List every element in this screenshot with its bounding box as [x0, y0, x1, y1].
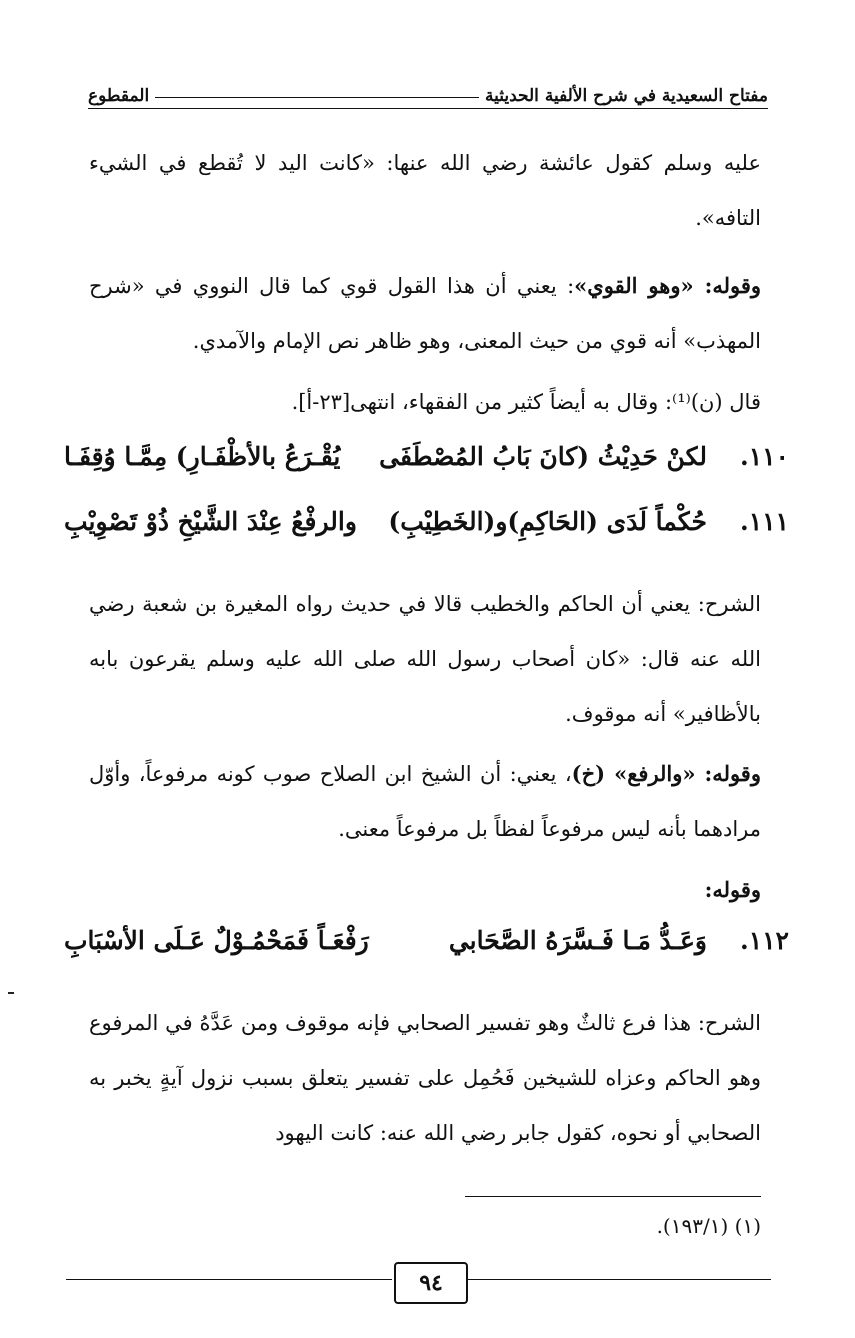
verse-112 — [64, 922, 789, 970]
footer-rule-left — [66, 1279, 392, 1280]
verse-first-hemistich: لكنْ حَدِيْثُ (كانَ بَابُ المُصْطَفَى — [379, 442, 707, 471]
quoted-term: وقوله: «والرفع» (خ) — [571, 761, 761, 786]
paragraph-qawluhu: وقوله: — [704, 877, 761, 902]
verse-second-hemistich: والرفْعُ عِنْدَ الشَّيْخِ ذُوْ تَصْوِيْبِ — [64, 507, 357, 536]
verse-number: ١١١. — [739, 507, 789, 536]
paragraph-text: ، يعني: أن الشيخ ابن الصلاح صوب كونه مرفوعاً، وأوّل مرادهما بأنه ليس مرفوعاً لفظاً بل مرفوعاً معنى. — [89, 762, 761, 841]
paragraph-wal-raf — [89, 746, 761, 857]
page-number: ٩٤ — [394, 1262, 468, 1304]
verse-second-hemistich: رَفْعَـاً فَمَحْمُـوْلٌ عَـلَى الأسْبَابِ — [64, 926, 369, 955]
verse-number: ١١٠. — [739, 442, 789, 471]
header-dash-line — [155, 97, 479, 98]
header-rule — [88, 108, 768, 109]
quoted-term: وقوله: «وهو القوي» — [574, 273, 762, 298]
footer-rule-right — [465, 1279, 771, 1280]
margin-mark — [8, 992, 14, 994]
verse-110 — [64, 438, 789, 486]
paragraph-qala-nun: قال (ن)⁽¹⁾: وقال به أيضاً كثير من الفقهاء، انتهى[٢٣-أ]. — [291, 390, 761, 414]
footnote-rule — [465, 1196, 761, 1197]
chapter-title: المقطوع — [88, 86, 150, 106]
verse-first-hemistich: حُكْماً لَدَى (الحَاكِمِ)و(الخَطِيْبِ) — [388, 507, 707, 536]
paragraph-sharh-hakim: الشرح: يعني أن الحاكم والخطيب قالا في حديث رواه المغيرة بن شعبة رضي الله عنه قال: «كان أصحاب رسول الله صلى الله عليه وسلم يقرعون بابه بالأظافير» أنه موقوف. — [89, 592, 761, 726]
running-header — [88, 72, 768, 106]
verse-second-hemistich: يُقْـرَعُ بالأظْفَـارِ) مِمَّـا وُقِفَـا — [64, 442, 341, 471]
verse-111 — [64, 503, 789, 551]
paragraph-wahuwa-alqawi — [89, 258, 761, 369]
paragraph-text: : يعني أن هذا القول قوي كما قال النووي في «شرح المهذب» أنه قوي من حيث المعنى، وهو ظاهر نص الإمام والآمدي. — [89, 274, 761, 353]
paragraph-aisha-quote: عليه وسلم كقول عائشة رضي الله عنها: «كانت اليد لا تُقطع في الشيء التافه». — [89, 151, 761, 230]
book-title: مفتاح السعيدية في شرح الألفية الحديثية — [485, 86, 768, 106]
verse-first-hemistich: وَعَـدُّ مَـا فَـسَّرَهُ الصَّحَابي — [448, 926, 707, 955]
paragraph-sharh-tafsir: الشرح: هذا فرع ثالثٌ وهو تفسير الصحابي فإنه موقوف ومن عَدَّهُ في المرفوع وهو الحاكم وعزاه للشيخين فَحُمِل على تفسير يتعلق بسبب نزول آيةٍ يخبر به الصحابي أو نحوه، كقول جابر رضي الله عنه: كانت اليهود — [89, 1011, 761, 1145]
verse-number: ١١٢. — [739, 926, 789, 955]
footnote: (١) (١٩٣/١). — [656, 1214, 761, 1238]
